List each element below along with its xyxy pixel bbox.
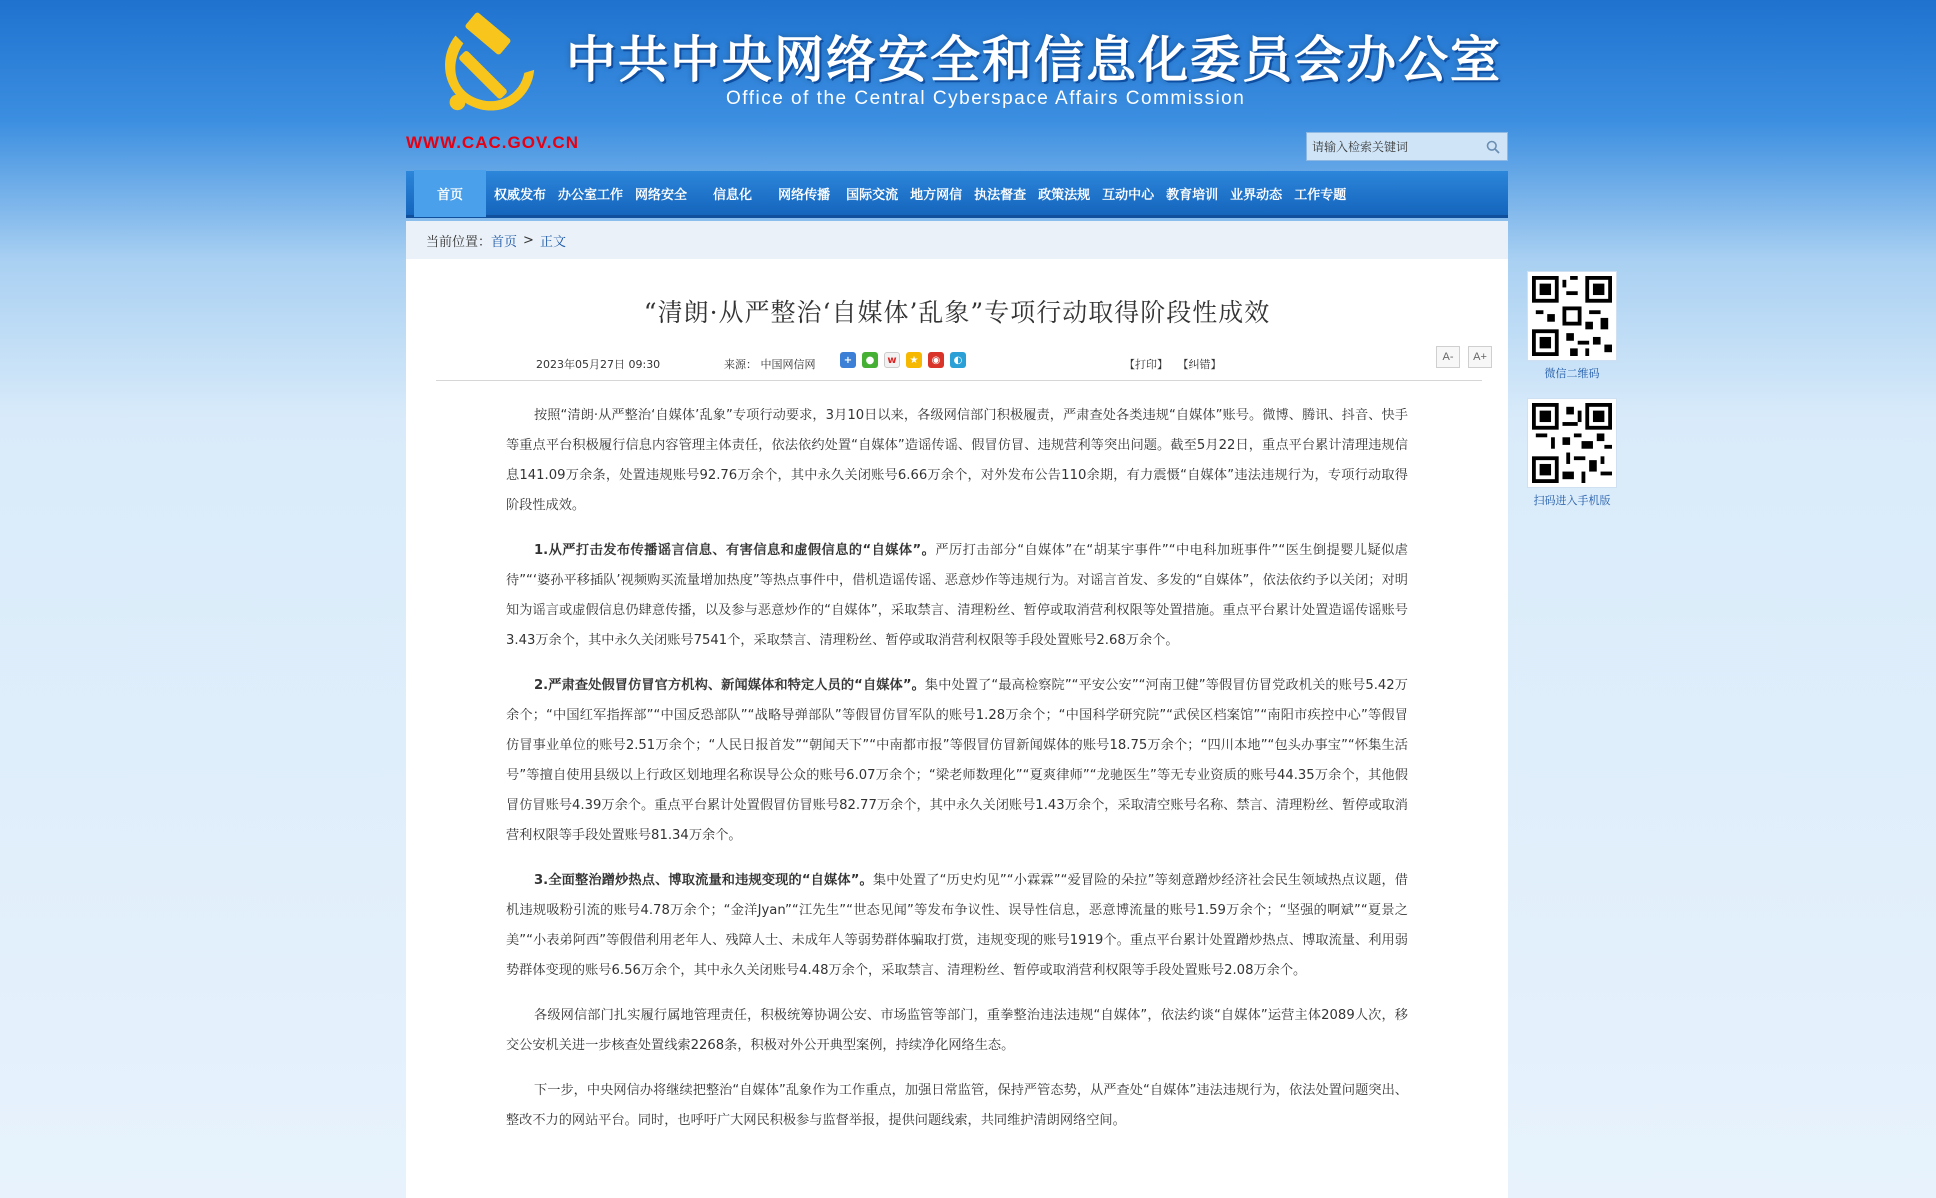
search-icon <box>1486 140 1500 154</box>
breadcrumb-home-link[interactable]: 首页 <box>491 234 518 250</box>
nav-item-informatization[interactable]: 信息化 <box>713 187 753 203</box>
nav-item-cybersecurity[interactable]: 网络安全 <box>635 187 688 203</box>
print-link[interactable]: 【打印】 <box>1124 358 1168 371</box>
nav-item-industry-news[interactable]: 业界动态 <box>1230 187 1283 203</box>
article-title: “清朗·从严整治‘自媒体’乱象”专项行动取得阶段性成效 <box>643 298 1271 327</box>
paragraph-text: 按照“清朗·从严整治‘自媒体’乱象”专项行动要求，3月10日以来，各级网信部门积极履责，严肃查处各类违规“自媒体”账号。微博、腾讯、抖音、快手等重点平台积极履行信息内容管理主体责任，依法依约处置“自媒体”造谣传谣、假冒仿冒、违规营利等突出问题。截至5月22日，重点平台累计清理违规信息141.09万余条，处置违规账号92.76万余个，其中永久关闭账号6.66万余个，对外发布公告110余期，有力震慑“自媒体”违法违规行为，专项行动取得阶段性成效。 <box>506 408 1408 513</box>
qr-code-icon <box>1532 403 1612 483</box>
weibo-share-icon[interactable]: w <box>884 352 900 368</box>
article-paragraph <box>506 866 1408 986</box>
article-source: 来源： 中国网信网 <box>724 358 816 371</box>
breadcrumb-current: 正文 <box>539 234 566 250</box>
paragraph-lead: 2.严肃查处假冒仿冒官方机构、新闻媒体和特定人员的“自媒体”。 <box>534 678 925 693</box>
search-box <box>1306 132 1508 161</box>
share-icons <box>840 352 966 368</box>
nav-item-local-cyberspace[interactable]: 地方网信 <box>910 187 963 203</box>
tqq-share-icon[interactable]: ◐ <box>950 352 966 368</box>
content-panel <box>406 221 1508 1198</box>
search-input[interactable] <box>1307 133 1479 160</box>
article-actions <box>1124 356 1228 372</box>
main-nav <box>406 171 1508 218</box>
site-title-cn: 中共中央网络安全和信息化委员会办公室 <box>566 31 1502 89</box>
article-paragraph <box>506 536 1408 656</box>
correction-link[interactable]: 【纠错】 <box>1177 358 1222 371</box>
qzone-share-icon[interactable]: ★ <box>906 352 922 368</box>
party-emblem-icon <box>426 6 544 124</box>
nav-item-office-work[interactable]: 办公室工作 <box>558 187 624 203</box>
paragraph-text: 集中处置了“最高检察院”“平安公安”“河南卫健”等假冒仿冒党政机关的账号5.42万余个；“中国红军指挥部”“中国反恐部队”“战略导弹部队”等假冒仿冒军队的账号1.28万余个；“中国科学研究院”“武侯区档案馆”“南阳市疾控中心”等假冒仿冒事业单位的账号2.51万余个；“人民日报首发”“朝闻天下”“中南都市报”等假冒仿冒新闻媒体的账号18.75万余个；“四川本地”“包头办事宝”“怀集生活号”等擅自使用县级以上行政区划地理名称误导公众的账号6.07万余个；“梁老师数理化”“夏爽律师”“龙驰医生”等无专业资质的账号44.35万余个，其他假冒仿冒账号4.39万余个。重点平台累计处置假冒仿冒账号82.77万余个，其中永久关闭账号1.43万余个，采取清空账号名称、禁言、清理粉丝、暂停或取消营利权限等手段处置账号81.34万余个。 <box>506 678 1408 843</box>
paragraph-lead: 3.全面整治蹭炒热点、博取流量和违规变现的“自媒体”。 <box>534 873 873 888</box>
font-smaller-button[interactable]: A- <box>1436 346 1460 368</box>
qr-code-icon <box>1532 276 1612 356</box>
breadcrumb <box>406 221 1508 259</box>
nav-item-policies-regulations[interactable]: 政策法规 <box>1038 187 1091 203</box>
mobile-qr-code <box>1527 398 1617 488</box>
article-body <box>506 401 1408 1151</box>
article-paragraph <box>506 671 1408 851</box>
breadcrumb-separator: > <box>523 232 534 248</box>
font-larger-button[interactable]: A+ <box>1468 346 1492 368</box>
site-header <box>406 0 1508 170</box>
font-size-controls <box>1436 346 1492 368</box>
article-paragraph <box>506 1001 1408 1061</box>
wechat-qr-caption: 微信二维码 <box>1544 367 1600 380</box>
search-button[interactable] <box>1479 133 1507 161</box>
nav-item-interaction-center[interactable]: 互动中心 <box>1102 187 1155 203</box>
nav-item-special-topics[interactable]: 工作专题 <box>1294 187 1347 203</box>
nav-item-authoritative-release[interactable]: 权威发布 <box>494 187 547 203</box>
paragraph-text: 下一步，中央网信办将继续把整治“自媒体”乱象作为工作重点，加强日常监管，保持严管态势，从严查处“自媒体”违法违规行为，依法处置问题突出、整改不力的网站平台。同时，也呼吁广大网民积极参与监督举报，提供问题线索，共同维护清朗网络空间。 <box>506 1083 1408 1128</box>
article-paragraph <box>506 401 1408 521</box>
article-date: 2023年05月27日 09:30 <box>536 358 661 371</box>
wechat-qr-block <box>1527 271 1617 381</box>
paragraph-lead: 1.从严打击发布传播谣言信息、有害信息和虚假信息的“自媒体”。 <box>534 543 936 558</box>
wechat-share-icon[interactable]: ● <box>862 352 878 368</box>
paragraph-text: 集中处置了“历史灼见”“小霖霖”“爱冒险的朵拉”等刻意蹭炒经济社会民生领域热点议题，借机违规吸粉引流的账号4.78万余个；“金洋Jyan”“江先生”“世态见闻”等发布争议性、误导性信息，恶意博流量的账号1.59万余个；“坚强的啊斌”“夏景之美”“小表弟阿西”等假借利用老年人、残障人士、未成年人等弱势群体骗取打赏，违规变现的账号1919个。重点平台累计处置蹭炒热点、博取流量、利用弱势群体变现的账号6.56万余个，其中永久关闭账号4.48万余个，采取禁言、清理粉丝、暂停或取消营利权限等手段处置账号2.08万余个。 <box>506 873 1408 978</box>
article-paragraph <box>506 1076 1408 1136</box>
site-url[interactable]: WWW.CAC.GOV.CN <box>406 133 579 152</box>
paragraph-text: 严厉打击部分“自媒体”在“胡某宇事件”“中电科加班事件”“医生倒提婴儿疑似虐待”“‘婆孙平移插队’视频购买流量增加热度”等热点事件中，借机造谣传谣、恶意炒作等违规行为。对谣言首发、多发的“自媒体”，依法依约予以关闭；对明知为谣言或虚假信息仍肆意传播，以及参与恶意炒作的“自媒体”，采取禁言、清理粉丝、暂停或取消营利权限等处置措施。重点平台累计处置造谣传谣账号3.43万余个，其中永久关闭账号7541个，采取禁言、清理粉丝、暂停或取消营利权限等手段处置账号2.68万余个。 <box>506 543 1408 648</box>
nav-item-law-enforcement[interactable]: 执法督查 <box>974 187 1027 203</box>
nav-item-international-exchange[interactable]: 国际交流 <box>846 187 899 203</box>
renren-share-icon[interactable]: ◉ <box>928 352 944 368</box>
mobile-qr-caption: 扫码进入手机版 <box>1533 494 1611 507</box>
nav-item-education-training[interactable]: 教育培训 <box>1166 187 1219 203</box>
wechat-qr-code <box>1527 271 1617 361</box>
paragraph-text: 各级网信部门扎实履行属地管理责任，积极统筹协调公安、市场监管等部门，重拳整治违法违规“自媒体”，依法约谈“自媒体”运营主体2089人次，移交公安机关进一步核查处置线索2268条，积极对外公开典型案例，持续净化网络生态。 <box>506 1008 1408 1053</box>
site-title-en: Office of the Central Cyberspace Affairs Commission <box>726 88 1246 109</box>
mobile-qr-block <box>1527 398 1617 508</box>
share-more-icon[interactable]: + <box>840 352 856 368</box>
nav-item-online-communication[interactable]: 网络传播 <box>778 187 831 203</box>
breadcrumb-prefix: 当前位置： <box>426 234 492 250</box>
article-meta <box>436 351 1487 381</box>
nav-item-home[interactable]: 首页 <box>414 170 486 217</box>
